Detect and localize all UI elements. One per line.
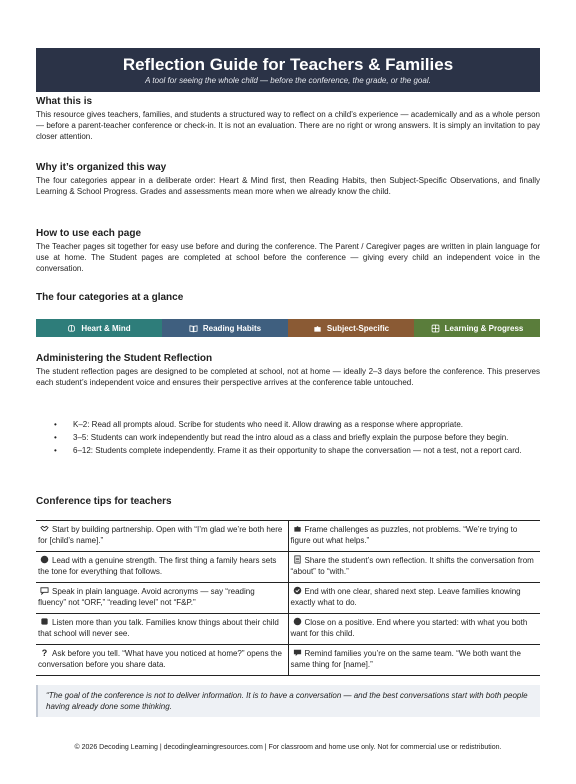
tip-text: End with one clear, shared next step. Leave families knowing exactly what to do.: [290, 587, 521, 607]
table-row: [36, 583, 540, 614]
section-what-this-is: [36, 96, 540, 142]
table-row: [36, 552, 540, 583]
section-heading: Conference tips for teachers: [36, 496, 172, 507]
tip-cell: [288, 583, 541, 613]
title-banner: [36, 48, 540, 92]
page: [36, 48, 540, 711]
section-heading: The four categories at a glance: [36, 292, 184, 303]
table-row: [36, 521, 540, 552]
tip-cell: [36, 521, 288, 551]
list-item: • 3–5: Students can work independently but read the intro aloud as a class and briefly explain the purpose before they begin.: [36, 432, 540, 443]
category-bar: [36, 319, 540, 337]
section-heading: What this is: [36, 96, 93, 107]
question-icon: [40, 648, 49, 657]
tip-cell: [288, 614, 541, 644]
section-heading: How to use each page: [36, 228, 142, 239]
section-tips: [36, 496, 540, 507]
category-label: Reading Habits: [202, 323, 262, 333]
tips-table: [36, 520, 540, 676]
tip-cell: [36, 614, 288, 644]
tip-text: Ask before you tell. “What have you noticed at home?” opens the conversation before you share data.: [38, 649, 282, 669]
ear-icon: [40, 617, 49, 626]
grid-icon: [431, 324, 440, 333]
section-heading: Administering the Student Reflection: [36, 353, 213, 364]
tip-cell: [36, 552, 288, 582]
category-heart-mind: [36, 319, 162, 337]
section-how-to-use: [36, 228, 540, 274]
chat-icon: [293, 648, 302, 657]
brain-icon: [67, 324, 76, 333]
table-row: [36, 645, 540, 676]
footer: © 2026 Decoding Learning | decodinglearningresources.com | For classroom and home use only. Not for commercial use or redistribution.: [74, 744, 502, 751]
page-title: Reflection Guide for Teachers & Families: [122, 55, 454, 74]
puzzle-icon: [293, 524, 302, 533]
book-icon: [189, 324, 198, 333]
tip-text: Frame challenges as puzzles, not problems. “We’re trying to figure out what helps.”: [290, 525, 518, 545]
section-why-organized: [36, 162, 540, 197]
document-icon: [293, 555, 302, 564]
category-label: Learning & Progress: [444, 323, 524, 333]
category-reading-habits: [162, 319, 288, 337]
student-guidance-list: [36, 419, 540, 458]
category-label: Heart & Mind: [81, 323, 131, 333]
category-label: Subject-Specific: [326, 323, 390, 333]
list-item: • K–2: Read all prompts aloud. Scribe for students who need it. Allow drawing as a response where appropriate.: [36, 419, 540, 430]
tip-cell: [36, 583, 288, 613]
tip-text: Remind families you’re on the same team. “We both want the same thing for [name].”: [290, 649, 521, 669]
tip-text: Share the student’s own reflection. It shifts the conversation from “about” to “with.”: [290, 556, 534, 576]
table-row: [36, 614, 540, 645]
tip-text: Close on a positive. End where you started: with what you both want for this child.: [290, 618, 528, 638]
list-item: • 6–12: Students complete independently. Frame it as their opportunity to shape the conversation — not a test, not a report card.: [36, 445, 540, 456]
svg-text:?: ?: [41, 648, 48, 657]
quote-text: “The goal of the conference is not to deliver information. It is to have a conversation — and the best conversations start with both people having already done some thinking.: [46, 691, 528, 711]
tip-cell: [288, 521, 541, 551]
check-circle-icon: [293, 586, 302, 595]
speech-bubble-icon: [40, 586, 49, 595]
handshake-icon: [40, 524, 49, 533]
tip-text: Lead with a genuine strength. The first thing a family hears sets the tone for everything that follows.: [38, 556, 277, 576]
tip-cell: [288, 552, 541, 582]
section-categories: [36, 292, 540, 303]
tip-text: Start by building partnership. Open with “I’m glad we’re both here for [child’s name].”: [38, 525, 283, 545]
section-body: The four categories appear in a deliberate order: Heart & Mind first, then Reading Habits, then Subject-Specific Observations, and finally Learning & School Progress. Grades and assessments mean more when we already know the child.: [36, 176, 540, 196]
section-body: This resource gives teachers, families, and students a structured way to reflect on a child’s experience — academically and as a whole person — before a parent-teacher conference or check-in. It is not an evaluation. There are no right or wrong answers. It is simply an invitation to pay closer attention.: [36, 110, 540, 141]
tip-text: Speak in plain language. Avoid acronyms — say “reading fluency” not “ORF,” “reading level” not “F&P.”: [38, 587, 255, 607]
tip-cell: [36, 645, 288, 675]
tip-cell: [288, 645, 541, 675]
closing-quote: [36, 685, 540, 717]
category-subject-specific: [288, 319, 414, 337]
page-subtitle: A tool for seeing the whole child — before the conference, the grade, or the goal.: [145, 76, 431, 85]
section-body: The student reflection pages are designed to be completed at school, not at home — ideally 2–3 days before the conference. This preserves each student’s independent voice and ensures their perspective arrives at the conference table untouched.: [36, 367, 540, 387]
circle-icon: [293, 617, 302, 626]
section-heading: Why it’s organized this way: [36, 162, 167, 173]
section-body: The Teacher pages sit together for easy use before and during the conference. The Parent / Caregiver pages are written in plain language for use at home. The Student pages are completed at school before the conference — giving every child an independent voice in the conversation.: [36, 242, 540, 273]
section-student-reflection: [36, 353, 540, 388]
tip-text: Listen more than you talk. Families know things about their child that school will never see.: [38, 618, 279, 638]
category-learning-progress: [414, 319, 540, 337]
star-icon: [40, 555, 49, 564]
puzzle-icon: [313, 324, 322, 333]
